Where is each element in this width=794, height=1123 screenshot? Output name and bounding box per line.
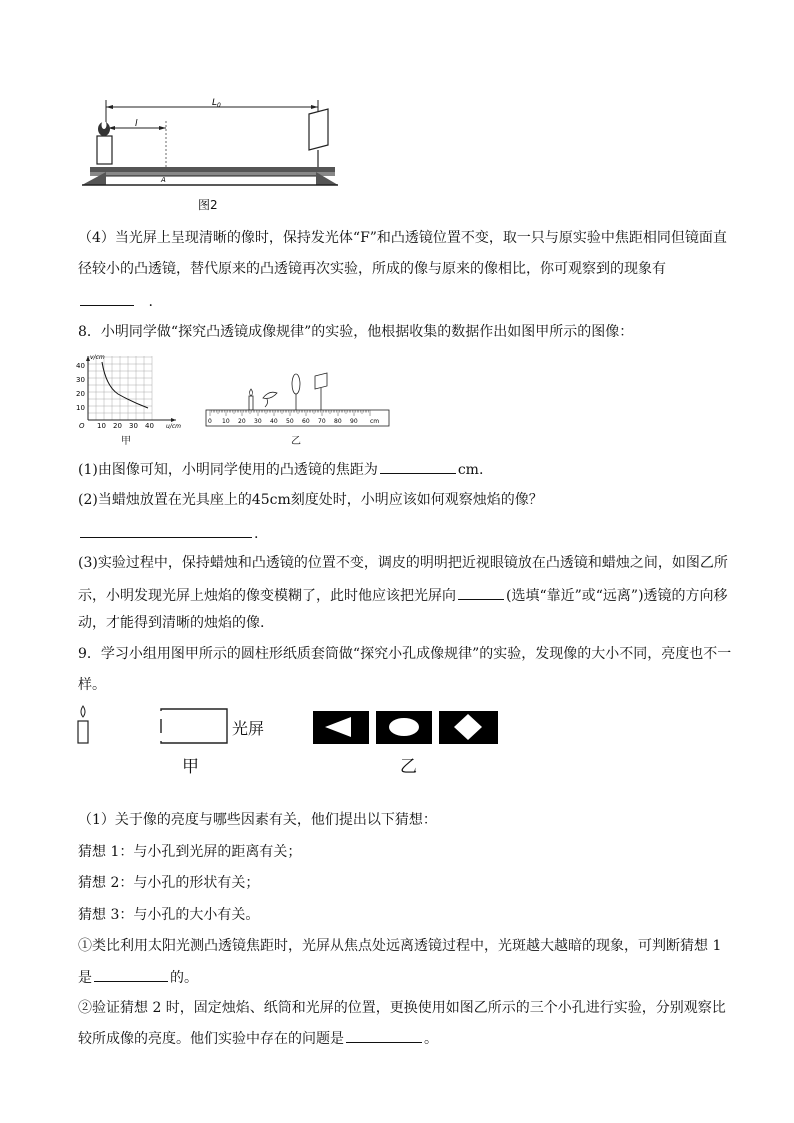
q8-intro: 8．小明同学做“探究凸透镜成像规律”的实验，他根据收集的数据作出如图甲所示的图像： (78, 324, 634, 340)
graph-jia (76, 352, 186, 447)
q8-part2: (2)当蜡烛放置在光具座上的45cm刻度处时，小明应该如何观察烛焰的像？ (78, 492, 543, 508)
figure-2-caption: 图2 (198, 198, 218, 212)
fig-jia-caption: 甲 (182, 757, 199, 777)
q9-c2-line2 (78, 1027, 438, 1049)
ellipse-hole (389, 718, 419, 736)
q8-part3-line1: (3)实验过程中，保持蜡烛和凸透镜的位置不变，调皮的明明把近视眼镜放在凸透镜和蜡烛之间，如图乙所 (78, 555, 728, 571)
scale-label: 10 (222, 418, 230, 425)
x-tick: 30 (129, 422, 138, 430)
label-l: l (135, 119, 138, 129)
y-tick: 30 (76, 376, 85, 384)
y-tick: 10 (76, 404, 85, 412)
x-tick: 10 (97, 422, 106, 430)
q9-c1-line2 (78, 966, 198, 988)
q9-c2-line1: ②验证猜想 2 时，固定烛焰、纸筒和光屏的位置，更换使用如图乙所示的三个小孔进行实验，分别观察比 (78, 1000, 726, 1016)
scale-label: 50 (286, 418, 294, 425)
q9-c2-text2: 。 (424, 1031, 438, 1047)
q7-part4-line2: 径较小的凸透镜，替代原来的凸透镜再次实验，所成的像与原来的像相比，你可观察到的现象有 (78, 261, 666, 277)
unit: cm. (457, 462, 484, 478)
scale-label: 60 (302, 418, 310, 425)
optical-bench-yi (205, 370, 391, 432)
scale-label: 30 (254, 418, 262, 425)
answer-blank[interactable] (458, 584, 504, 600)
q9-c1-text: 是 (78, 970, 92, 986)
q9-intro-line1: 9．学习小组用图甲所示的圆柱形纸质套筒做“探究小孔成像规律”的实验，发现像的大小不同，亮度也不一 (78, 646, 732, 662)
scale-label: 20 (238, 418, 246, 425)
scale-label: 90 (350, 418, 358, 425)
q8-part3-text: 示，小明发现光屏上烛焰的像变模糊了，此时他应该把光屏向 (78, 588, 456, 604)
q8-part3-text2: (选填“靠近”或“远离”)透镜的方向移 (506, 588, 728, 604)
q8-part3-line3: 动，才能得到清晰的烛焰的像. (78, 615, 265, 631)
answer-blank[interactable] (80, 522, 252, 538)
y-tick: 20 (76, 390, 85, 398)
q9-guess3: 猜想 3：与小孔的大小有关。 (78, 907, 260, 923)
q9-intro-line2: 样。 (78, 677, 106, 693)
q9-c1-line1: ①类比利用太阳光测凸透镜焦距时，光屏从焦点处远离透镜过程中，光斑越大越暗的现象，可判断猜想 1 (78, 938, 722, 954)
screen-label: 光屏 (232, 719, 265, 738)
q9-c2-text: 较所成像的亮度。他们实验中存在的问题是 (78, 1031, 344, 1047)
bench-yi-caption: 乙 (291, 436, 301, 447)
y-axis-label: v/cm (90, 354, 105, 361)
q9-c1-text2: 的。 (170, 970, 198, 986)
scale-unit: cm (370, 418, 380, 425)
label-A: A (161, 176, 166, 184)
y-tick: 40 (76, 362, 85, 370)
q8-part1-text: (1)由图像可知，小明同学使用的凸透镜的焦距为 (78, 462, 378, 478)
q7-part4-line3 (78, 290, 153, 312)
label-L0: $L_0$ (212, 98, 221, 109)
q9-part1: （1）关于像的亮度与哪些因素有关，他们提出以下猜想： (78, 812, 437, 828)
q8-part3-line2 (78, 584, 728, 606)
punct: . (148, 294, 153, 310)
scale-label: 40 (270, 418, 278, 425)
punct: . (254, 526, 259, 542)
q7-part4-line1: （4）当光屏上呈现清晰的像时，保持发光体“F”和凸透镜位置不变，取一只与原实验中焦距相同但镜面直 (78, 230, 727, 246)
scale-label: 80 (334, 418, 342, 425)
scale-label: 0 (208, 418, 212, 425)
figure-2-optical-bench (80, 95, 340, 195)
q8-part2-answer (78, 522, 258, 544)
q9-guess2: 猜想 2：与小孔的形状有关； (78, 875, 260, 891)
x-axis-label: u/cm (166, 423, 181, 430)
answer-blank[interactable] (380, 458, 456, 474)
graph-jia-caption: 甲 (121, 436, 131, 447)
q8-part1 (78, 458, 483, 480)
x-tick: 20 (113, 422, 122, 430)
q9-guess1: 猜想 1：与小孔到光屏的距离有关； (78, 844, 302, 860)
pinhole-shapes-yi (313, 711, 499, 745)
origin-label: O (79, 422, 85, 430)
x-tick: 40 (145, 422, 154, 430)
answer-blank[interactable] (346, 1027, 422, 1043)
fig-yi-caption: 乙 (400, 757, 417, 777)
pinhole-figure-jia (72, 702, 232, 750)
answer-blank[interactable] (94, 966, 168, 982)
scale-label: 70 (318, 418, 326, 425)
answer-blank[interactable] (80, 290, 134, 306)
